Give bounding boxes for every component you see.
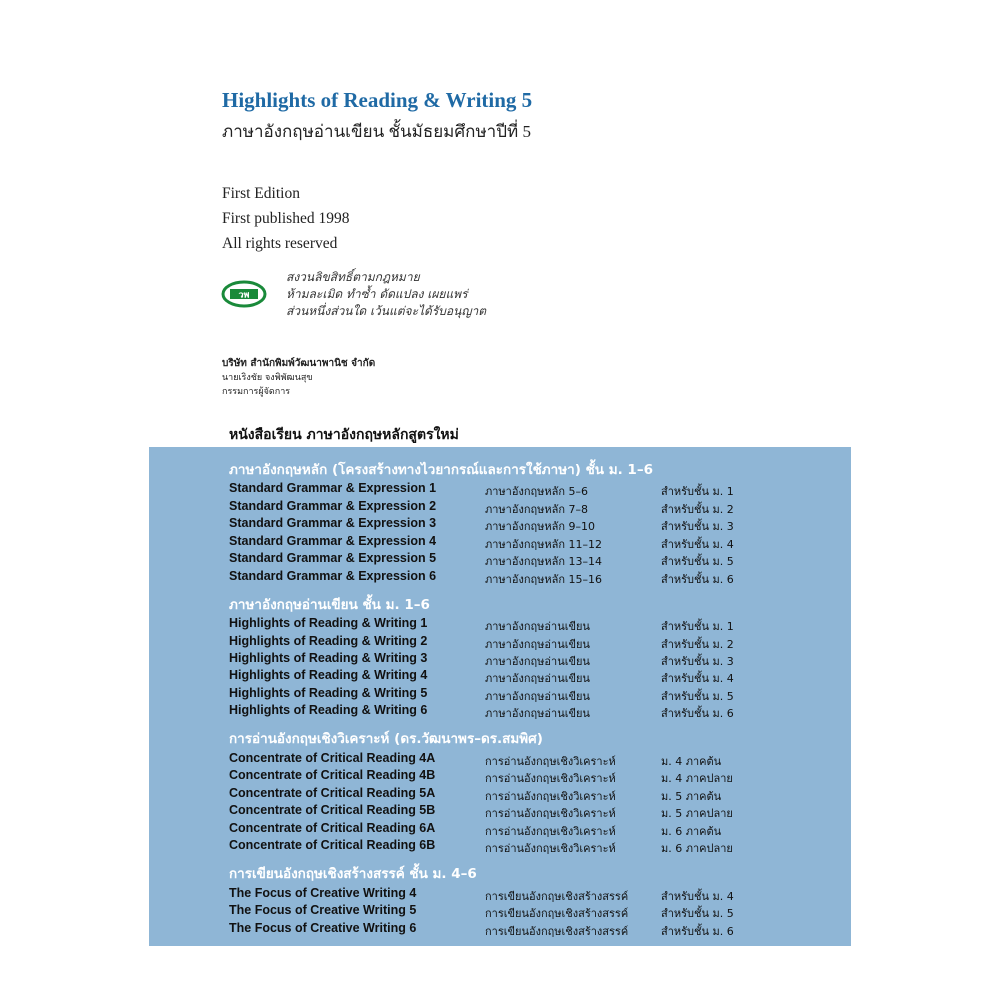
book-name: Highlights of Reading & Writing 2 [229, 634, 428, 648]
section-title: การอ่านอังกฤษเชิงวิเคราะห์ (ดร.วัฒนาพร–ดร.สมพิศ) [229, 731, 543, 747]
book-name: Concentrate of Critical Reading 4A [229, 751, 436, 765]
book-level: สำหรับชั้น ม. 2 [661, 503, 734, 516]
list-item [229, 499, 789, 517]
list-item [229, 838, 789, 856]
book-level: สำหรับชั้น ม. 4 [661, 672, 734, 685]
list-item [229, 903, 789, 921]
copyright-line: ส่วนหนึ่งส่วนใด เว้นแต่จะได้รับอนุญาต [286, 304, 487, 318]
book-thai-name: ภาษาอังกฤษอ่านเขียน [485, 638, 590, 651]
publisher-role: กรรมการผู้จัดการ [222, 387, 291, 397]
book-name: Standard Grammar & Expression 6 [229, 569, 437, 583]
copyright-line: สงวนลิขสิทธิ์ตามกฎหมาย [286, 270, 420, 284]
book-title: Highlights of Reading & Writing 5 [222, 88, 533, 112]
book-name: Concentrate of Critical Reading 5A [229, 786, 436, 800]
copyright-notice [286, 269, 486, 320]
book-name: The Focus of Creative Writing 5 [229, 903, 417, 917]
series-heading: หนังสือเรียน ภาษาอังกฤษหลักสูตรใหม่ [229, 427, 459, 443]
section-title: ภาษาอังกฤษอ่านเขียน ชั้น ม. 1–6 [229, 597, 430, 613]
book-thai-name: การอ่านอังกฤษเชิงวิเคราะห์ [485, 825, 616, 838]
book-name: Standard Grammar & Expression 3 [229, 516, 437, 530]
book-name: Highlights of Reading & Writing 6 [229, 703, 428, 717]
book-level: ม. 5 ภาคต้น [661, 790, 722, 803]
publisher-person: นายเริงชัย จงพิพัฒนสุข [222, 373, 313, 383]
edition-info [222, 181, 349, 256]
list-item [229, 886, 789, 904]
book-level: ม. 6 ภาคปลาย [661, 842, 733, 855]
book-thai-name: ภาษาอังกฤษหลัก 9–10 [485, 520, 596, 533]
book-level: สำหรับชั้น ม. 6 [661, 573, 734, 586]
book-subtitle: ภาษาอังกฤษอ่านเขียน ชั้นมัธยมศึกษาปีที่ 5 [222, 122, 531, 141]
book-level: ม. 4 ภาคปลาย [661, 772, 733, 785]
section-title: การเขียนอังกฤษเชิงสร้างสรรค์ ชั้น ม. 4–6 [229, 866, 477, 882]
copyright-line: ห้ามละเมิด ทำซ้ำ ดัดแปลง เผยแพร่ [286, 287, 468, 301]
list-item [229, 481, 789, 499]
book-thai-name: ภาษาอังกฤษอ่านเขียน [485, 672, 590, 685]
book-level: ม. 5 ภาคปลาย [661, 807, 733, 820]
list-item [229, 786, 789, 804]
publisher-block [222, 356, 375, 399]
book-level: สำหรับชั้น ม. 5 [661, 690, 734, 703]
book-thai-name: การเขียนอังกฤษเชิงสร้างสรรค์ [485, 907, 629, 920]
published-line: First published 1998 [222, 210, 350, 227]
book-thai-name: ภาษาอังกฤษอ่านเขียน [485, 707, 590, 720]
book-level: สำหรับชั้น ม. 3 [661, 520, 734, 533]
book-name: Concentrate of Critical Reading 5B [229, 803, 436, 817]
book-name: Standard Grammar & Expression 1 [229, 481, 437, 495]
book-level: สำหรับชั้น ม. 1 [661, 485, 734, 498]
book-thai-name: ภาษาอังกฤษหลัก 13–14 [485, 555, 603, 568]
logo-text: วพ [238, 290, 250, 301]
book-level: ม. 4 ภาคต้น [661, 755, 722, 768]
book-thai-name: ภาษาอังกฤษหลัก 15–16 [485, 573, 603, 586]
book-level: สำหรับชั้น ม. 1 [661, 620, 734, 633]
rights-line: All rights reserved [222, 235, 338, 252]
list-item [229, 651, 789, 669]
publisher-logo-icon [221, 279, 267, 309]
book-thai-name: ภาษาอังกฤษหลัก 7–8 [485, 503, 589, 516]
list-item [229, 569, 789, 587]
book-name: The Focus of Creative Writing 6 [229, 921, 417, 935]
book-name: Standard Grammar & Expression 5 [229, 551, 437, 565]
book-name: Highlights of Reading & Writing 1 [229, 616, 428, 630]
book-level: สำหรับชั้น ม. 5 [661, 555, 734, 568]
list-item [229, 821, 789, 839]
book-thai-name: ภาษาอังกฤษอ่านเขียน [485, 620, 590, 633]
list-item [229, 703, 789, 721]
list-item [229, 634, 789, 652]
book-thai-name: ภาษาอังกฤษอ่านเขียน [485, 690, 590, 703]
book-level: ม. 6 ภาคต้น [661, 825, 722, 838]
book-name: Highlights of Reading & Writing 5 [229, 686, 428, 700]
book-thai-name: การอ่านอังกฤษเชิงวิเคราะห์ [485, 842, 616, 855]
list-item [229, 686, 789, 704]
book-name: Highlights of Reading & Writing 3 [229, 651, 428, 665]
book-name: Standard Grammar & Expression 2 [229, 499, 437, 513]
book-thai-name: การอ่านอังกฤษเชิงวิเคราะห์ [485, 755, 616, 768]
book-level: สำหรับชั้น ม. 2 [661, 638, 734, 651]
book-thai-name: การอ่านอังกฤษเชิงวิเคราะห์ [485, 772, 616, 785]
book-name: Concentrate of Critical Reading 4B [229, 768, 436, 782]
section-title: ภาษาอังกฤษหลัก (โครงสร้างทางไวยากรณ์และการใช้ภาษา) ชั้น ม. 1–6 [229, 462, 653, 478]
book-name: Standard Grammar & Expression 4 [229, 534, 437, 548]
list-item [229, 551, 789, 569]
book-level: สำหรับชั้น ม. 3 [661, 655, 734, 668]
book-thai-name: การอ่านอังกฤษเชิงวิเคราะห์ [485, 790, 616, 803]
publisher-logo [221, 279, 267, 309]
list-item [229, 534, 789, 552]
book-level: สำหรับชั้น ม. 6 [661, 707, 734, 720]
publisher-name: บริษัท สำนักพิมพ์วัฒนาพานิช จำกัด [222, 358, 376, 369]
list-item [229, 616, 789, 634]
list-item [229, 668, 789, 686]
list-item [229, 516, 789, 534]
book-thai-name: การเขียนอังกฤษเชิงสร้างสรรค์ [485, 890, 629, 903]
list-item [229, 921, 789, 939]
book-name: Concentrate of Critical Reading 6B [229, 838, 436, 852]
book-level: สำหรับชั้น ม. 5 [661, 907, 734, 920]
book-name: Concentrate of Critical Reading 6A [229, 821, 436, 835]
list-item [229, 803, 789, 821]
list-item [229, 768, 789, 786]
list-item [229, 751, 789, 769]
edition-line: First Edition [222, 185, 300, 202]
book-name: The Focus of Creative Writing 4 [229, 886, 417, 900]
book-thai-name: การอ่านอังกฤษเชิงวิเคราะห์ [485, 807, 616, 820]
book-thai-name: ภาษาอังกฤษหลัก 11–12 [485, 538, 603, 551]
book-name: Highlights of Reading & Writing 4 [229, 668, 428, 682]
book-thai-name: ภาษาอังกฤษหลัก 5–6 [485, 485, 589, 498]
book-level: สำหรับชั้น ม. 6 [661, 925, 734, 938]
book-level: สำหรับชั้น ม. 4 [661, 538, 734, 551]
book-level: สำหรับชั้น ม. 4 [661, 890, 734, 903]
book-thai-name: ภาษาอังกฤษอ่านเขียน [485, 655, 590, 668]
book-thai-name: การเขียนอังกฤษเชิงสร้างสรรค์ [485, 925, 629, 938]
